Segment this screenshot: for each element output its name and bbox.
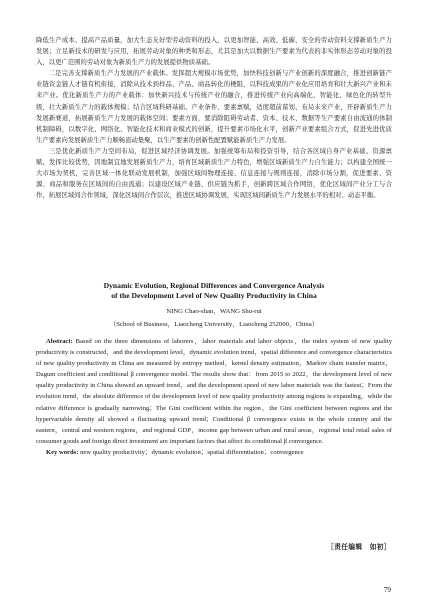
english-title	[36, 281, 392, 301]
english-abstract-block	[36, 336, 392, 458]
authors: NING Chao-shan，WANG Shu-rui	[166, 308, 262, 315]
english-title-line-1: Dynamic Evolution, Regional Differences and Convergence Analysis	[103, 281, 325, 290]
body-paragraph-2: 二是完善支撑新质生产力发展的产业载体。发挥超大规模市场优势，加快科技创新与产业创新的深度融合，推进创新链产业链资金链人才链有机衔接，消除从技术到样品、产品、商品转化的梗阻，以科技成果的产业化应用培育和壮大新兴产业和未来产业。优化新质生产力的产业载体：加快新兴技术与传统产业的融合，推进传统产业向高端化、智能化、绿色化的转型升级，壮大新质生产力的载体规模；结合区域科研基础、产业条件、要素禀赋，适度超前谋划、布局未来产业，开辟新质生产力发展新赛道，拓展新质生产力发展的载体空间；要素方面，要消除阻碍劳动者、资本、技术、数据等生产要素自由流通的体制机制障碍，以数字化、网络化、智能化技术和商业模式的创新，提升要素市场化水平，创新产业要素组合方式，促进先进优质生产要素向发展新质生产力顺畅流动集聚，以生产要素的创新性配置赋能新质生产力发展。	[36, 70, 392, 144]
abstract-text: Based on the three dimensions of laborers，labor materials and labor objects，the index system of new quality productivity is constructed，and the development level，dynamic evolution trend，spatial difference and convergence characteristics of new quality productivity in China are measured by entropy method，kernel density estimation，Markov chain transfer matrix，Dagum coefficient and conditional β convergence model. The results show that：from 2015 to 2022，the development level of new quality productivity in China showed an upward trend，and the development speed of new labor materials was the fastest；From the evolution trend，the absolute difference of the development level of new quality productivity among regions is expanding，while the relative difference is gradually narrowing；The Gini coefficient within the region，the Gini coefficient between regions and the hypervariable density all showed a fluctuating upward trend；Conditional β convergence exists in the whole country and the eastern，central and western regions，and regional GDP，income gap between urban and rural areas，regional total retail sales of consumer goods and foreign direct investment are important factors that affect its conditional β convergence.	[36, 338, 392, 445]
body-paragraph-1: 降低生产成本、提高产品质量，加大生态友好型劳动资料的投入，以更加智能、高效、低碳、安全的劳动资料支撑新质生产力发展；立足新技术的研发与应用，拓展劳动对象的种类和形态，尤其是加大以数据生产要素为代表的非实体形态劳动对象的投入，以更广范围的劳动对象为新质生产力的发展提供物质基础。	[36, 37, 392, 67]
english-title-line-2: of the Development Level of New Quality Productivity in China	[111, 291, 317, 301]
keywords-label: Key words:	[46, 448, 79, 456]
keywords-text: new quality productivity；dynamic evolution；spatial differentiation；convergence	[78, 448, 304, 456]
abstract-label: Abstract:	[46, 338, 73, 345]
body-paragraph-3: 三是优化新质生产力空间布局，促进区域经济协调发展。加强统筹布局和投资引导，结合各区域自身产业基础、资源禀赋、发挥比较优势，因地制宜地发展新质生产力，培育区域新质生产力特色，增强区域新质生产力自生能力；以构建全国统一大市场为契机，完善区域一体化联动发展机制，加强区域间物理连接、信息连接与规则连接，消除市场分割，促进要素、资源、商品和服务在区域间的自由流通；以建设区域产业链、供应链为抓手，创新跨区域合作网络，优化区域间产业分工与合作，拓展区域间合作领域，深化区域间合作层次，推进区域协调发展，实现区域间新质生产力发展水平的相对、动态平衡。	[36, 147, 392, 200]
abstract-paragraph	[36, 336, 392, 447]
editor-note: ［责任编辑 如初］	[327, 543, 391, 551]
page-number: 79	[383, 586, 391, 594]
affiliation: （School of Business，Liaocheng University，Liaocheng 252000，China）	[109, 321, 319, 328]
chinese-body-text	[36, 35, 392, 201]
keywords-paragraph	[36, 447, 392, 458]
